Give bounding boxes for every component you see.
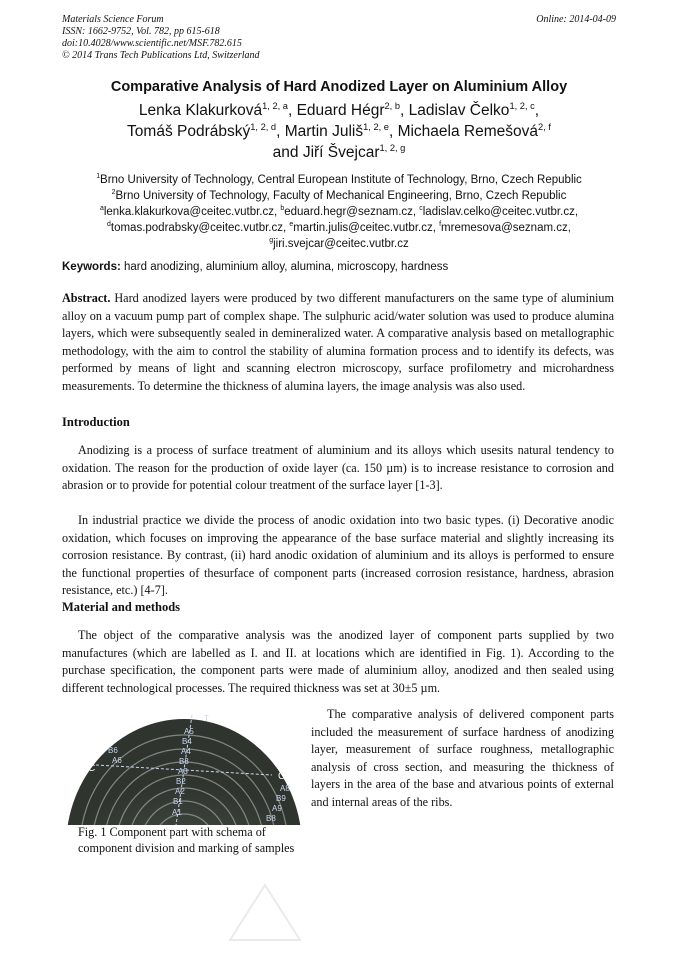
- keywords-label: Keywords:: [62, 261, 121, 273]
- journal-header: [62, 14, 260, 62]
- label-a2: A2: [175, 787, 185, 796]
- label-a1: A1: [172, 808, 182, 817]
- keywords: [62, 261, 448, 273]
- component-part-image: [66, 707, 302, 825]
- affiliation-1: $^1$Brno University of Technology, Central European Institute of Technology, Brno, Czech Republic: [96, 173, 582, 186]
- author-sup: 1, 2, g: [379, 142, 406, 153]
- label-b8: B8: [266, 814, 276, 823]
- author-name: Ladislav Čelko: [408, 102, 510, 119]
- label-a6: A6: [112, 756, 122, 765]
- email-link[interactable]: mremesova@seznam.cz: [441, 222, 568, 234]
- email-line-1: $^a$lenka.klakurkova@ceitec.vutbr.cz, $^b$eduard.hegr@seznam.cz, $^c$ladislav.celko@ceitec.vutbr.cz,: [99, 205, 579, 218]
- author-sup: 2, b: [384, 100, 400, 111]
- keywords-text: hard anodizing, aluminium alloy, alumina, microscopy, hardness: [124, 261, 449, 273]
- affiliations: [0, 172, 678, 252]
- label-a9: A9: [272, 804, 282, 813]
- label-a3: A3: [178, 767, 188, 776]
- author-sup: 2, f: [538, 121, 551, 132]
- label-b4: B4: [182, 737, 192, 746]
- author-line-1: Lenka Klakurková$^{1, 2, a}$, Eduard Hégr$^{2, b}$, Ladislav Čelko$^{1, 2, c}$,: [138, 100, 540, 119]
- figure-1-caption: Fig. 1 Component part with schema of component division and marking of samples: [78, 825, 295, 855]
- online-date: Online: 2014-04-09: [536, 14, 616, 25]
- introduction-heading: Introduction: [62, 415, 130, 429]
- author-name: Michaela Remešová: [397, 123, 539, 140]
- label-c-right: C: [278, 771, 286, 782]
- author-name: Martin Juliš: [284, 123, 364, 140]
- doi: doi:10.4028/www.scientific.net/MSF.782.615: [62, 38, 242, 49]
- label-b3: B3: [179, 757, 189, 766]
- email-line-3: $^g$jiri.svejcar@ceitec.vutbr.cz: [269, 237, 409, 250]
- email-link[interactable]: eduard.hegr@seznam.cz: [284, 206, 413, 218]
- author-sup: 1, 2, d: [250, 121, 277, 132]
- label-b1: B1: [173, 797, 183, 806]
- label-b9: B9: [276, 794, 286, 803]
- author-sup: 1, 2, a: [262, 100, 288, 111]
- author-list: [0, 100, 678, 163]
- watermark-logo: [220, 880, 310, 950]
- abstract-label: Abstract.: [62, 291, 111, 305]
- introduction-paragraph-2: In industrial practice we divide the process of anodic oxidation into two basic types. (i) Decorative anodic oxidation, which focuses on improving the appearance of the base surface material and slightly increasing its corrosion resistance. By contrast, (ii) hard anodic oxidation of aluminium and its alloys is performed to ensure the functional properties of thesurface of component parts (increased corrosion resistance, hardness, abrasion resistance, etc.) [4-7].: [62, 513, 614, 597]
- author-name: Tomáš Podrábský: [127, 123, 251, 140]
- email-link[interactable]: martin.julis@ceitec.vutbr.cz: [293, 222, 433, 234]
- methods-paragraph-2: The comparative analysis of delivered component parts included the measurement of surface hardness of anodizing layer, measurement of surface roughness, metallographic analysis of cross section, and measuring the thickness of layers in the area of the base and atvarious points of external and internal areas of the ribs.: [311, 707, 614, 809]
- email-link[interactable]: jiri.svejcar@ceitec.vutbr.cz: [273, 238, 409, 250]
- email-link[interactable]: ladislav.celko@ceitec.vutbr.cz: [422, 206, 575, 218]
- affiliation-2: $^2$Brno University of Technology, Faculty of Mechanical Engineering, Brno, Czech Republic: [111, 189, 567, 202]
- author-sup: 1, 2, e: [363, 121, 389, 132]
- paper-title: Comparative Analysis of Hard Anodized Layer on Aluminium Alloy: [110, 79, 568, 95]
- label-a8: A8: [280, 784, 290, 793]
- abstract: [62, 290, 614, 395]
- abstract-text: Hard anodized layers were produced by two different manufacturers on the same type of aluminium alloy on a vacuum pump part of complex shape. The sulphuric acid/water solution was used to produce alumina layers, which were subsequently sealed in demineralized water. A comparative analysis based on metallographic methodology, with the aim to control the stability of alumina formation process and to identify its defects, was performed by means of light and scanning electron microscopy, surface profilometry and microhardness measurements. To determine the thickness of alumina layers, the image analysis was also used.: [62, 291, 615, 393]
- author-line-3: and Jiří Švejcar$^{1, 2, g}$: [272, 142, 406, 161]
- journal-name: Materials Science Forum: [62, 14, 164, 25]
- label-b6: B6: [108, 746, 118, 755]
- author-name: Jiří Švejcar: [302, 144, 380, 161]
- copyright: © 2014 Trans Tech Publications Ltd, Switzerland: [62, 50, 260, 61]
- email-line-2: $^d$tomas.podrabsky@ceitec.vutbr.cz, $^e$martin.julis@ceitec.vutbr.cz, $^f$mremesova@seznam.cz,: [107, 221, 571, 234]
- label-a5: A5: [184, 727, 194, 736]
- label-b2: B2: [176, 777, 186, 786]
- label-a4: A4: [181, 747, 191, 756]
- introduction-paragraph-1: Anodizing is a process of surface treatment of aluminium and its alloys which usesits natural tendency to oxidation. The reason for the production of oxide layer (ca. 150 µm) is to increase resistance to corrosion and abrasion or to provide for potential colour treatment of the surface layer [1-3].: [62, 443, 614, 492]
- author-sup: 1, 2, c: [509, 100, 535, 111]
- author-name: Eduard Hégr: [296, 102, 385, 119]
- issn: ISSN: 1662-9752, Vol. 782, pp 615-618: [62, 26, 220, 37]
- label-t: T: [204, 714, 209, 723]
- email-link[interactable]: tomas.podrabsky@ceitec.vutbr.cz: [110, 222, 283, 234]
- label-c-left: C: [88, 763, 96, 774]
- methods-heading: Material and methods: [62, 600, 181, 614]
- methods-paragraph-1: The object of the comparative analysis was the anodized layer of component parts supplied by two manufactures (which are labelled as I. and II. at locations which are identified in Fig. 1). According to the purchase specification, the component parts were made of aluminium alloy, anodized and then sealed using different technological processes. The required thickness was set at 30±5 µm.: [62, 628, 614, 695]
- author-line-2: Tomáš Podrábský$^{1, 2, d}$, Martin Juliš$^{1, 2, e}$, Michaela Remešová$^{2, f}$: [127, 121, 551, 140]
- author-name: Lenka Klakurková: [138, 102, 263, 119]
- email-link[interactable]: lenka.klakurkova@ceitec.vutbr.cz: [103, 206, 275, 218]
- figure-1-photo: [66, 707, 302, 825]
